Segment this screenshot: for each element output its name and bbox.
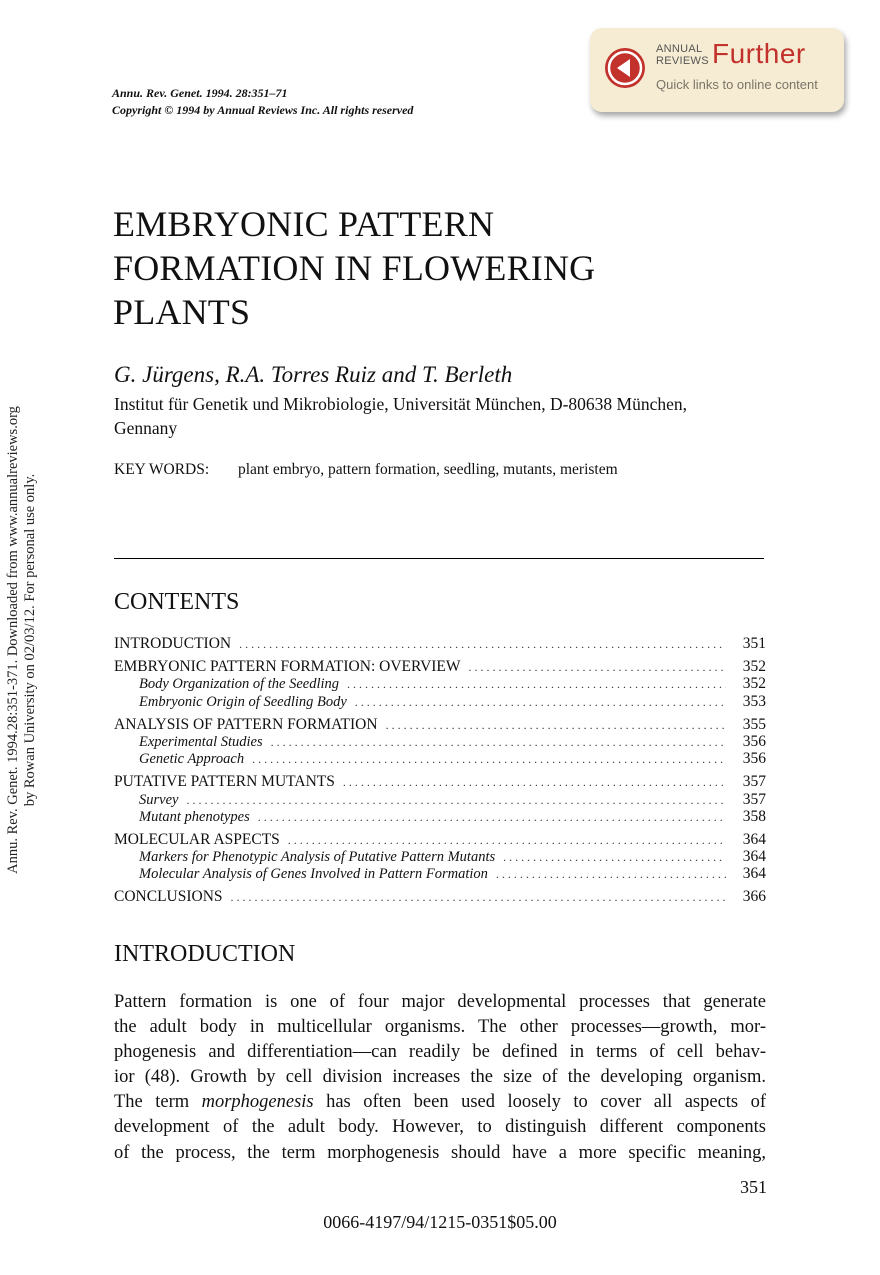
toc-page: 352 — [742, 675, 766, 693]
introduction-body — [114, 990, 766, 1166]
toc-entry[interactable] — [114, 831, 766, 848]
toc-leader — [258, 810, 726, 825]
toc-leader — [239, 637, 726, 652]
badge-reviews: REVIEWS — [656, 55, 709, 67]
toc-label: PUTATIVE PATTERN MUTANTS — [114, 773, 335, 791]
toc-leader — [503, 850, 726, 865]
toc-page: 366 — [742, 888, 766, 906]
title-line: PLANTS — [113, 292, 251, 332]
toc-entry[interactable] — [114, 888, 766, 905]
keywords — [114, 461, 618, 479]
toc-label: MOLECULAR ASPECTS — [114, 830, 280, 848]
authors: G. Jürgens, R.A. Torres Ruiz and T. Berleth — [114, 362, 513, 387]
toc-entry[interactable] — [114, 773, 766, 790]
body-line — [114, 1090, 766, 1115]
toc-leader — [288, 833, 726, 848]
toc-page: 358 — [742, 807, 766, 825]
toc-subentry[interactable] — [114, 693, 766, 710]
toc-subentry[interactable] — [114, 750, 766, 767]
body-line: of the process, the term morphogenesis should have a more specific meaning, — [114, 1142, 766, 1163]
toc-page: 364 — [742, 830, 766, 848]
badge-annual-reviews — [656, 43, 709, 67]
title-line: EMBRYONIC PATTERN — [113, 204, 495, 244]
toc-subentry[interactable] — [114, 848, 766, 865]
annual-reviews-further-badge[interactable] — [590, 28, 844, 112]
toc-label: Mutant phenotypes — [139, 808, 250, 825]
table-of-contents — [114, 635, 766, 906]
toc-page: 352 — [742, 658, 766, 676]
contents-heading: CONTENTS — [114, 589, 240, 615]
body-line: development of the adult body. However, to distinguish different components — [114, 1117, 766, 1138]
body-line: ior (48). Growth by cell division increases the size of the developing organism. — [114, 1067, 766, 1088]
toc-leader — [231, 890, 726, 905]
journal-line: Annu. Rev. Genet. 1994. 28:351–71 — [112, 86, 288, 100]
toc-label: Embryonic Origin of Seedling Body — [139, 693, 347, 710]
toc-page: 355 — [742, 715, 766, 733]
badge-further: Further — [712, 38, 806, 69]
body-line: Pattern formation is one of four major developmental processes that generate — [114, 992, 766, 1012]
toc-leader — [252, 752, 726, 767]
download-sidenote — [5, 370, 39, 910]
toc-label: INTRODUCTION — [114, 635, 232, 652]
toc-subentry[interactable] — [114, 865, 766, 882]
body-line: the adult body in multicellular organisms. The other processes—growth, mor- — [114, 1017, 766, 1038]
toc-subentry[interactable] — [114, 675, 766, 692]
toc-leader — [343, 775, 726, 790]
toc-page: 356 — [742, 732, 766, 750]
toc-entry[interactable] — [114, 635, 766, 652]
toc-page: 357 — [742, 773, 766, 791]
keywords-list: plant embryo, pattern formation, seedling, mutants, meristem — [238, 461, 618, 478]
affiliation: Institut für Genetik und Mikrobiologie, Universität München, D-80638 München, Gennany — [114, 394, 688, 438]
toc-page: 364 — [742, 848, 766, 866]
toc-label: ANALYSIS OF PATTERN FORMATION — [114, 715, 378, 733]
toc-label: Body Organization of the Seedling — [139, 676, 340, 693]
toc-subentry[interactable] — [114, 733, 766, 750]
toc-leader — [386, 718, 726, 733]
sidenote-line-2: by Rowan University on 02/03/12. For personal use only. — [22, 473, 38, 807]
copyright-line: Copyright © 1994 by Annual Reviews Inc. All rights reserved — [112, 103, 414, 117]
title-line: FORMATION IN FLOWERING — [113, 248, 596, 288]
toc-entry[interactable] — [114, 716, 766, 733]
toc-leader — [347, 677, 726, 692]
body-line: phogenesis and differentiation—can readily be defined in terms of cell behav- — [114, 1042, 766, 1063]
toc-entry[interactable] — [114, 658, 766, 675]
toc-label: Markers for Phenotypic Analysis of Putative Pattern Mutants — [139, 849, 496, 866]
badge-annual: ANNUAL — [656, 43, 703, 55]
issn-code: 0066-4197/94/1215-0351$05.00 — [323, 1212, 557, 1232]
sidenote-line-1: Annu. Rev. Genet. 1994.28:351-371. Downloaded from www.annualreviews.org — [5, 406, 21, 874]
emphasis-term: morphogenesis — [201, 1092, 314, 1113]
toc-leader — [355, 695, 726, 710]
toc-label: Genetic Approach — [139, 751, 245, 768]
toc-page: 364 — [742, 865, 766, 883]
keywords-label: KEY WORDS: — [114, 461, 210, 478]
journal-citation — [112, 85, 413, 119]
toc-label: Survey — [139, 791, 179, 808]
toc-leader — [496, 867, 726, 882]
toc-label: EMBRYONIC PATTERN FORMATION: OVERVIEW — [114, 658, 461, 676]
toc-label: CONCLUSIONS — [114, 888, 223, 906]
toc-leader — [469, 660, 726, 675]
play-back-icon — [604, 47, 646, 89]
toc-label: Molecular Analysis of Genes Involved in Pattern Formation — [139, 866, 488, 883]
body-text: The term — [114, 1092, 202, 1113]
toc-page: 351 — [742, 635, 766, 652]
badge-quick-links: Quick links to online content — [656, 77, 818, 92]
toc-page: 353 — [742, 692, 766, 710]
toc-page: 356 — [742, 750, 766, 768]
toc-subentry[interactable] — [114, 808, 766, 825]
toc-subentry[interactable] — [114, 791, 766, 808]
toc-leader — [186, 793, 726, 808]
toc-label: Experimental Studies — [139, 733, 263, 750]
body-text: has often been used loosely to cover all aspects of — [313, 1092, 766, 1113]
toc-leader — [271, 735, 726, 750]
introduction-heading: INTRODUCTION — [114, 941, 296, 967]
article-title — [113, 202, 595, 334]
divider — [114, 558, 764, 559]
toc-page: 357 — [742, 790, 766, 808]
page-number: 351 — [740, 1177, 767, 1197]
